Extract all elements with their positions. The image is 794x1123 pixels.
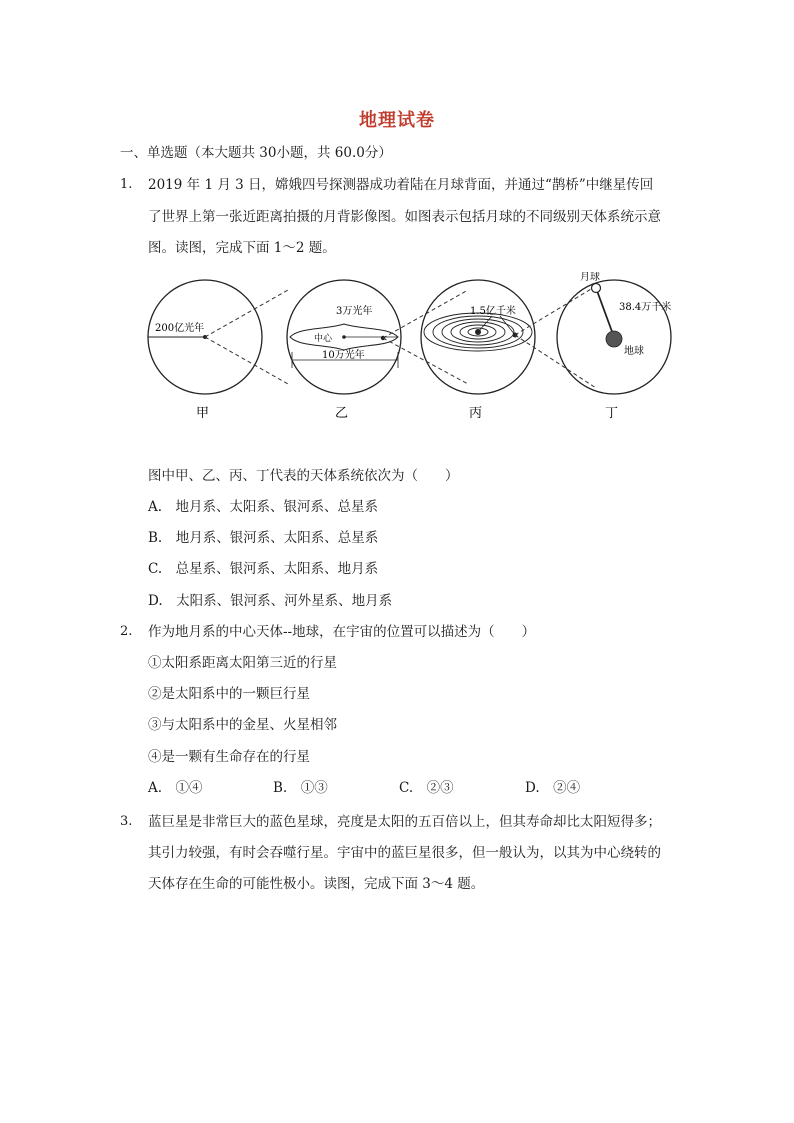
q2-statement-3: ③与太阳系中的金星、火星相邻 xyxy=(148,717,337,733)
ding-distance-label: 38.4万千米 xyxy=(619,302,672,313)
page-title: 地理试卷 xyxy=(359,110,435,131)
q2-statement-1: ①太阳系距离太阳第三近的行星 xyxy=(148,655,337,671)
ding-earth-label: 地球 xyxy=(624,346,644,357)
q2-statement-4: ④是一颗有生命存在的行星 xyxy=(148,749,310,765)
moon-dot xyxy=(592,284,601,293)
question-1-line-3: 图。读图，完成下面 1～2 题。 xyxy=(148,240,336,256)
q2-option-c: C. ②③ xyxy=(399,780,454,796)
label-ding: 丁 xyxy=(605,406,619,421)
ding-moon-label: 月球 xyxy=(580,272,600,283)
sub1-stem: 图中甲、乙、丙、丁代表的天体系统依次为（ ） xyxy=(148,468,459,484)
question-3-line-2: 其引力较强，有时会吞噬行星。宇宙中的蓝巨星很多，但一般认为，以其为中心绕转的 xyxy=(148,845,661,861)
yi-thickness-label: 3万光年 xyxy=(336,306,373,317)
question-3-number: 3. xyxy=(120,814,133,829)
earth-globe xyxy=(606,331,622,347)
q2-option-b: B. ①③ xyxy=(273,780,328,796)
yi-width-label: 10万光年 xyxy=(322,350,365,361)
yi-center-label: 中心 xyxy=(314,334,333,344)
label-bing: 丙 xyxy=(469,406,483,421)
question-3-line-3: 天体存在生命的可能性极小。读图，完成下面 3～4 题。 xyxy=(148,876,485,892)
question-2-stem: 作为地月系的中心天体--地球，在宇宙的位置可以描述为（ ） xyxy=(148,624,536,640)
question-2-number: 2. xyxy=(120,624,133,639)
q2-option-d: D. ②④ xyxy=(525,780,581,796)
sub1-option-b: B. 地月系、银河系、太阳系、总星系 xyxy=(148,530,379,546)
question-3-line-1: 蓝巨星是非常巨大的蓝色星球，亮度是太阳的五百倍以上，但其寿命却比太阳短得多； xyxy=(148,814,661,830)
celestial-systems-figure xyxy=(0,272,794,432)
jia-scale-label: 200亿光年 xyxy=(155,323,205,334)
q2-option-a: A. ①④ xyxy=(148,780,203,796)
sub1-option-c: C. 总星系、银河系、太阳系、地月系 xyxy=(148,561,379,577)
sub1-option-d: D. 太阳系、银河系、河外星系、地月系 xyxy=(148,593,393,609)
q2-statement-2: ②是太阳系中的一颗巨行星 xyxy=(148,686,310,702)
label-yi: 乙 xyxy=(335,406,349,421)
label-jia: 甲 xyxy=(196,406,210,421)
question-1-line-1: 2019 年 1 月 3 日，嫦娥四号探测器成功着陆在月球背面，并通过“鹊桥”中继星传回 xyxy=(148,177,654,193)
question-1-number: 1. xyxy=(120,177,133,192)
sub1-option-a: A. 地月系、太阳系、银河系、总星系 xyxy=(148,499,379,515)
bing-distance-label: 1.5亿千米 xyxy=(470,306,516,317)
question-1-line-2: 了世界上第一张近距离拍摄的月背影像图。如图表示包括月球的不同级别天体系统示意 xyxy=(148,209,661,225)
section-heading: 一、单选题（本大题共 30小题，共 60.0分） xyxy=(120,145,392,161)
